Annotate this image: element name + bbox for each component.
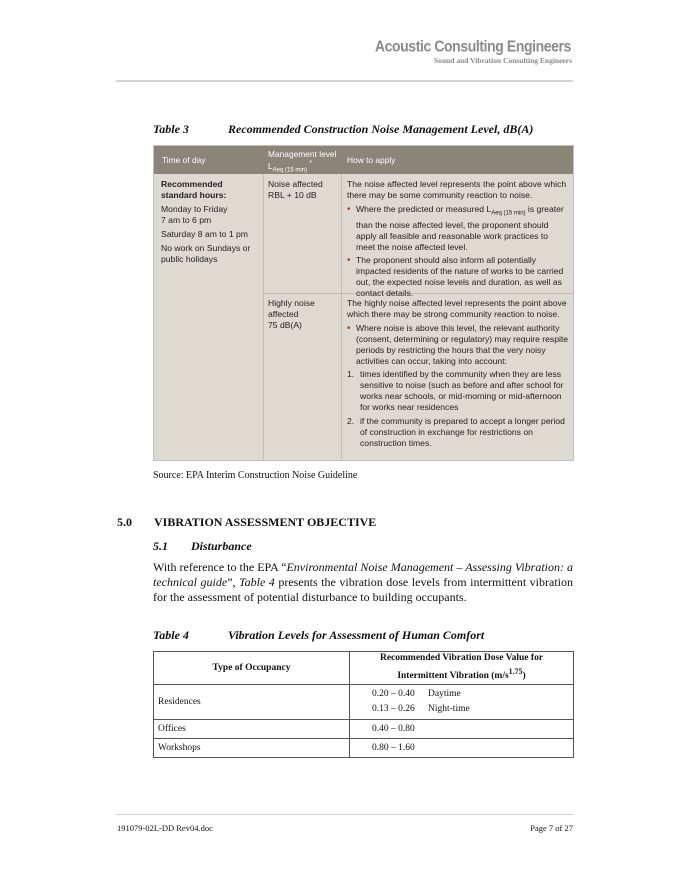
numbered-item: 2. if the community is prepared to accept a longer period of construction in exchange for restrictions on construction times. — [347, 416, 565, 448]
numbered-item: 1. times identified by the community when they are less sensitive to noise (such as before and after school for works near schools, or mid-morning or mid-afternoon for works near residences — [347, 369, 564, 412]
document-reference: 191079-02L-DD Rev04.doc — [117, 823, 213, 833]
footer-divider — [116, 814, 573, 815]
dose-value: 0.20 – 0.40 Daytime 0.13 – 0.26 Night-time — [350, 685, 574, 720]
guidance-bullet: • The proponent should also inform all potentially impacted residents of the nature of works to be carried out, the expected noise levels and duration, as well as contact details. — [347, 255, 569, 299]
table3-source: Source: EPA Interim Construction Noise Guideline — [153, 470, 358, 481]
table4-header-row — [154, 652, 574, 685]
noise-affected-guidance-cell — [347, 179, 569, 301]
highly-noise-affected-label: Highly noise affected — [268, 298, 315, 319]
header-how-to-apply: How to apply — [347, 155, 396, 165]
time-of-day-cell — [161, 179, 259, 268]
noise-affected-value: RBL + 10 dB — [268, 190, 317, 200]
subsection-number: 5.1 — [153, 539, 168, 553]
table3-caption — [153, 122, 573, 138]
weekday-days: Monday to Friday — [161, 204, 228, 214]
section-title: VIBRATION ASSESSMENT OBJECTIVE — [154, 515, 377, 529]
section-number: 5.0 — [117, 515, 132, 529]
saturday-hours: Saturday 8 am to 1 pm — [161, 229, 248, 239]
occupancy-type: Workshops — [154, 739, 350, 758]
highly-noise-affected-guidance-cell — [347, 298, 569, 452]
company-name: Acoustic Consulting Engineers — [374, 37, 571, 55]
highly-noise-affected-value: 75 dB(A) — [268, 320, 302, 330]
guideline-title: Environmental Noise Management – Assessing Vibration: a technical guide — [153, 560, 574, 589]
dose-value: 0.40 – 0.80 — [350, 720, 574, 739]
no-work-note: No work on Sundays or public holidays — [161, 243, 251, 264]
table3-title: Recommended Construction Noise Management Level, dB(A) — [228, 122, 534, 136]
vibration-levels-table — [153, 651, 574, 758]
company-tagline: Sound and Vibration Consulting Engineers — [434, 56, 572, 65]
weekday-hours: 7 am to 6 pm — [161, 215, 212, 225]
column-divider — [341, 174, 342, 460]
table3-header-row — [154, 146, 573, 174]
column-divider — [263, 174, 264, 460]
page-number: Page 7 of 27 — [530, 823, 573, 833]
dose-value: 0.80 – 1.60 — [350, 739, 574, 758]
table-reference: Table 4 — [239, 575, 275, 589]
table4-title: Vibration Levels for Assessment of Human Comfort — [228, 628, 485, 642]
subsection-title: Disturbance — [191, 539, 252, 553]
standard-hours-heading: Recommended standard hours: — [161, 179, 227, 200]
highly-noise-affected-intro: The highly noise affected level represents the point above which there may be strong community reaction to noise. — [347, 298, 567, 319]
section-heading — [117, 515, 567, 531]
body-paragraph: With reference to the EPA “Environmental Noise Management – Assessing Vibration: a technical guide”, Table 4 presents the vibration dose levels from intermittent vibration for the assessment of potential disturbance to building occupants. — [153, 560, 574, 604]
header-time-of-day: Time of day — [162, 155, 206, 165]
header-dose-value: Recommended Vibration Dose Value for Intermittent Vibration $(m/s^{1.75})$ — [350, 652, 574, 685]
header-management-level: Management level $L_{Aeq (15 min)}$ * — [268, 149, 337, 174]
noise-management-table — [153, 145, 574, 461]
guidance-bullet: • Where the predicted or measured $L_{Aeq (15 min)}$ is greater than the noise affected level, the proponent should apply all feasible and reasonable work practices to meet the noise affected level. — [347, 204, 569, 253]
noise-affected-intro: The noise affected level represents the point above which there may be some community reaction to noise. — [347, 179, 567, 200]
table-row — [154, 720, 574, 739]
occupancy-type: Residences — [154, 685, 350, 720]
table-row — [154, 739, 574, 758]
table3-label: Table 3 — [153, 122, 189, 136]
table4-caption — [153, 628, 573, 644]
header-divider — [116, 80, 573, 82]
occupancy-type: Offices — [154, 720, 350, 739]
table-row — [154, 685, 574, 720]
table4-label: Table 4 — [153, 628, 189, 642]
header-occupancy: Type of Occupancy — [154, 652, 350, 685]
guidance-bullet: • Where noise is above this level, the relevant authority (consent, determining or regulatory) may require respite periods by restricting the hours that the very noisy activities can occur, taking into account: — [347, 323, 569, 367]
subsection-heading — [153, 539, 553, 555]
noise-affected-label: Noise affected — [268, 179, 323, 189]
noise-affected-level-cell — [268, 179, 338, 201]
highly-noise-affected-level-cell — [268, 298, 338, 331]
